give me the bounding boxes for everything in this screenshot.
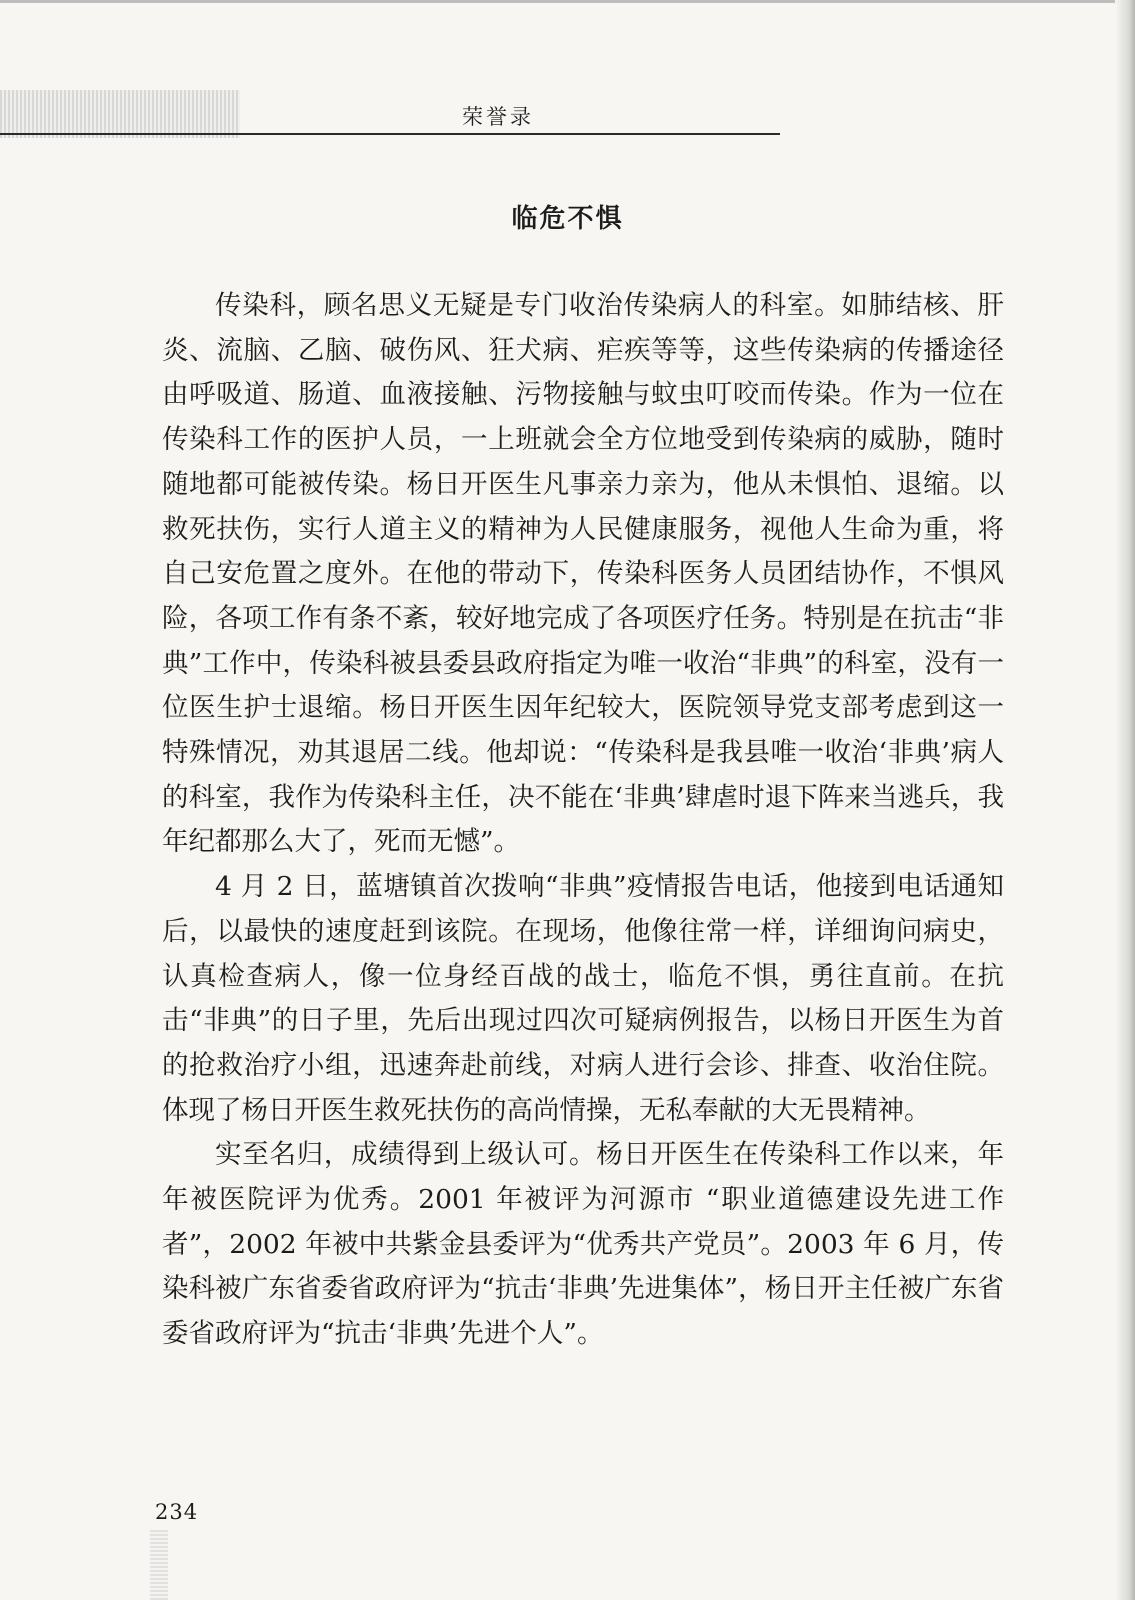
article-body — [162, 284, 1004, 1357]
running-header-text: 荣誉录 — [462, 105, 534, 129]
header-rule — [0, 133, 780, 135]
body-paragraph: 传染科，顾名思义无疑是专门收治传染病人的科室。如肺结核、肝炎、流脑、乙脑、破伤风、狂犬病、疟疾等等，这些传染病的传播途径由呼吸道、肠道、血液接触、污物接触与蚊虫叮咬而传染。作为一位在传染科工作的医护人员，一上班就会全方位地受到传染病的威胁，随时随地都可能被传染。杨日开医生凡事亲力亲为，他从未惧怕、退缩。以救死扶伤，实行人道主义的精神为人民健康服务，视他人生命为重，将自己安危置之度外。在他的带动下，传染科医务人员团结协作，不惧风险，各项工作有条不紊，较好地完成了各项医疗任务。特别是在抗击“非典”工作中，传染科被县委县政府指定为唯一收治“非典”的科室，没有一位医生护士退缩。杨日开医生因年纪较大，医院领导党支部考虑到这一特殊情况，劝其退居二线。他却说：“传染科是我县唯一收治‘非典’病人的科室，我作为传染科主任，决不能在‘非典’肆虐时退下阵来当逃兵，我年纪都那么大了，死而无憾”。 — [162, 290, 1004, 858]
scan-edge-right — [1115, 0, 1135, 1600]
running-header — [0, 104, 780, 134]
body-paragraph: 4 月 2 日，蓝塘镇首次拨响“非典”疫情报告电话，他接到电话通知后，以最快的速度赶到该院。在现场，他像往常一样，详细询问病史，认真检查病人，像一位身经百战的战士，临危不惧，勇往直前。在抗击“非典”的日子里，先后出现过四次可疑病例报告，以杨日开医生为首的抢救治疗小组，迅速奔赴前线，对病人进行会诊、排查、收治住院。体现了杨日开医生救死扶伤的高尚情操，无私奉献的大无畏精神。 — [162, 871, 1004, 1126]
scan-edge-bottom — [150, 1530, 168, 1600]
scan-edge-top — [0, 0, 1135, 3]
page-number: 234 — [155, 1500, 199, 1524]
article-title: 临危不惧 — [511, 204, 624, 234]
body-paragraph: 实至名归，成绩得到上级认可。杨日开医生在传染科工作以来，年年被医院评为优秀。2001 年被评为河源市 “职业道德建设先进工作者”，2002 年被中共紫金县委评为“优秀共产党员”。2003 年 6 月，传染科被广东省委省政府评为“抗击‘非典’先进集体”，杨日开主任被广东省委省政府评为“抗击‘非典’先进个人”。 — [162, 1139, 1004, 1350]
